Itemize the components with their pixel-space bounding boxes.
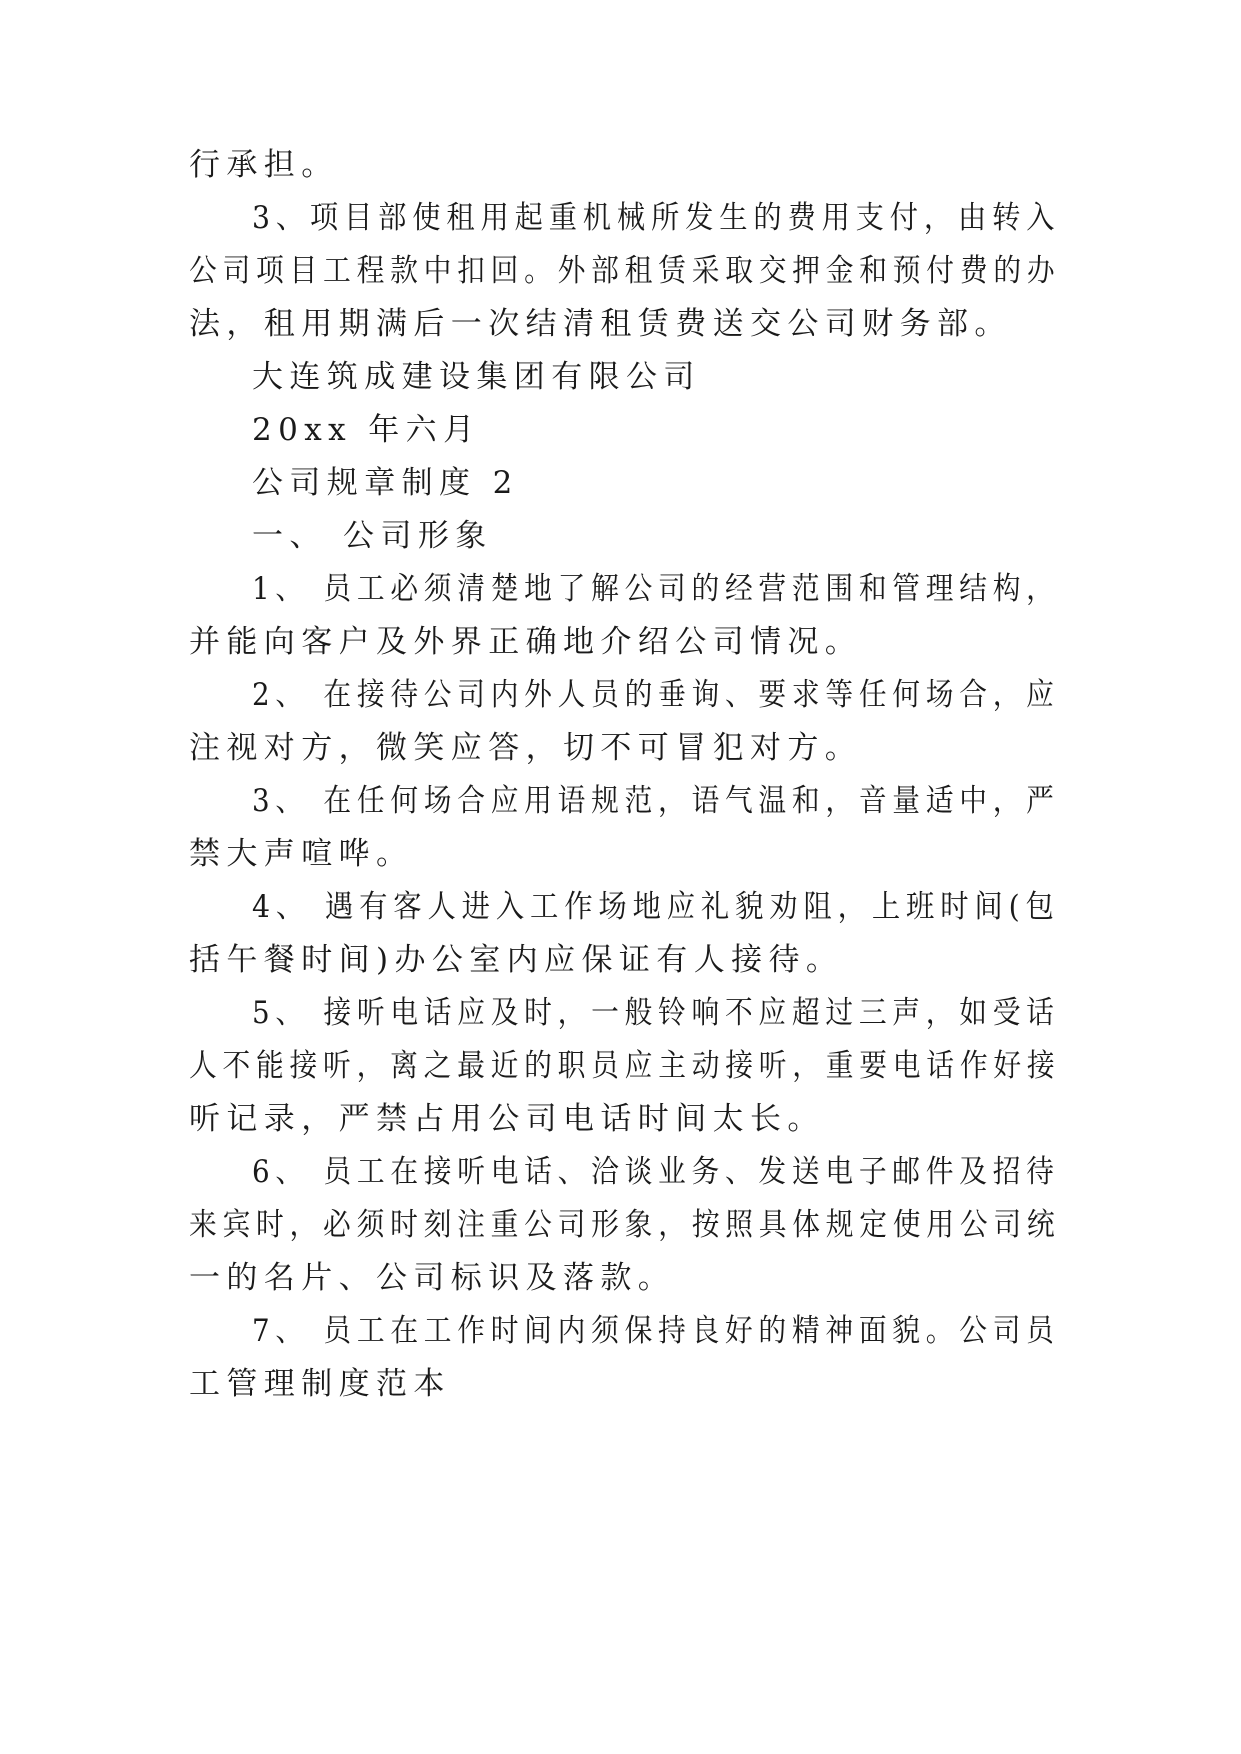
text-line-13: 3、 在任何场合应用语规范，语气温和，音量适中，严 [252,783,1060,819]
text-line-18: 人不能接听，离之最近的职员应主动接听，重要电话作好接 [189,1048,1061,1084]
text-line-3: 公司项目工程款中扣回。外部租赁采取交押金和预付费的办 [189,253,1061,289]
text-line-23: 7、 员工在工作时间内须保持良好的精神面貌。公司员 [252,1313,1060,1349]
text-line-2: 3、项目部使租用起重机械所发生的费用支付，由转入 [252,200,1061,236]
text-line-20: 6、 员工在接听电话、洽谈业务、发送电子邮件及招待 [252,1154,1060,1190]
text-line-1: 行承担。 [189,147,339,183]
text-line-10: 并能向客户及外界正确地介绍公司情况。 [189,624,863,660]
text-line-22: 一的名片、公司标识及落款。 [189,1260,676,1296]
section-title: 公司规章制度 2 [252,465,519,501]
text-line-15: 4、 遇有客人进入工作场地应礼貌劝阻，上班时间(包 [252,889,1060,925]
text-line-11: 2、 在接待公司内外人员的垂询、要求等任何场合，应 [252,677,1060,713]
text-line-4: 法，租用期满后一次结清租赁费送交公司财务部。 [189,306,1012,342]
text-line-21: 来宾时，必须时刻注重公司形象，按照具体规定使用公司统 [189,1207,1061,1243]
document-date: 20xx 年六月 [252,412,481,448]
text-line-17: 5、 接听电话应及时，一般铃响不应超过三声，如受话 [252,995,1060,1031]
text-line-16: 括午餐时间)办公室内应保证有人接待。 [189,942,844,978]
text-line-12: 注视对方，微笑应答，切不可冒犯对方。 [189,730,863,766]
text-line-9: 1、 员工必须清楚地了解公司的经营范围和管理结构， [252,571,1060,607]
text-line-24: 工管理制度范本 [189,1366,451,1402]
section-heading: 一、 公司形象 [252,518,493,554]
company-name: 大连筑成建设集团有限公司 [252,359,701,395]
text-line-14: 禁大声喧哗。 [189,836,414,872]
text-line-19: 听记录，严禁占用公司电话时间太长。 [189,1101,825,1137]
